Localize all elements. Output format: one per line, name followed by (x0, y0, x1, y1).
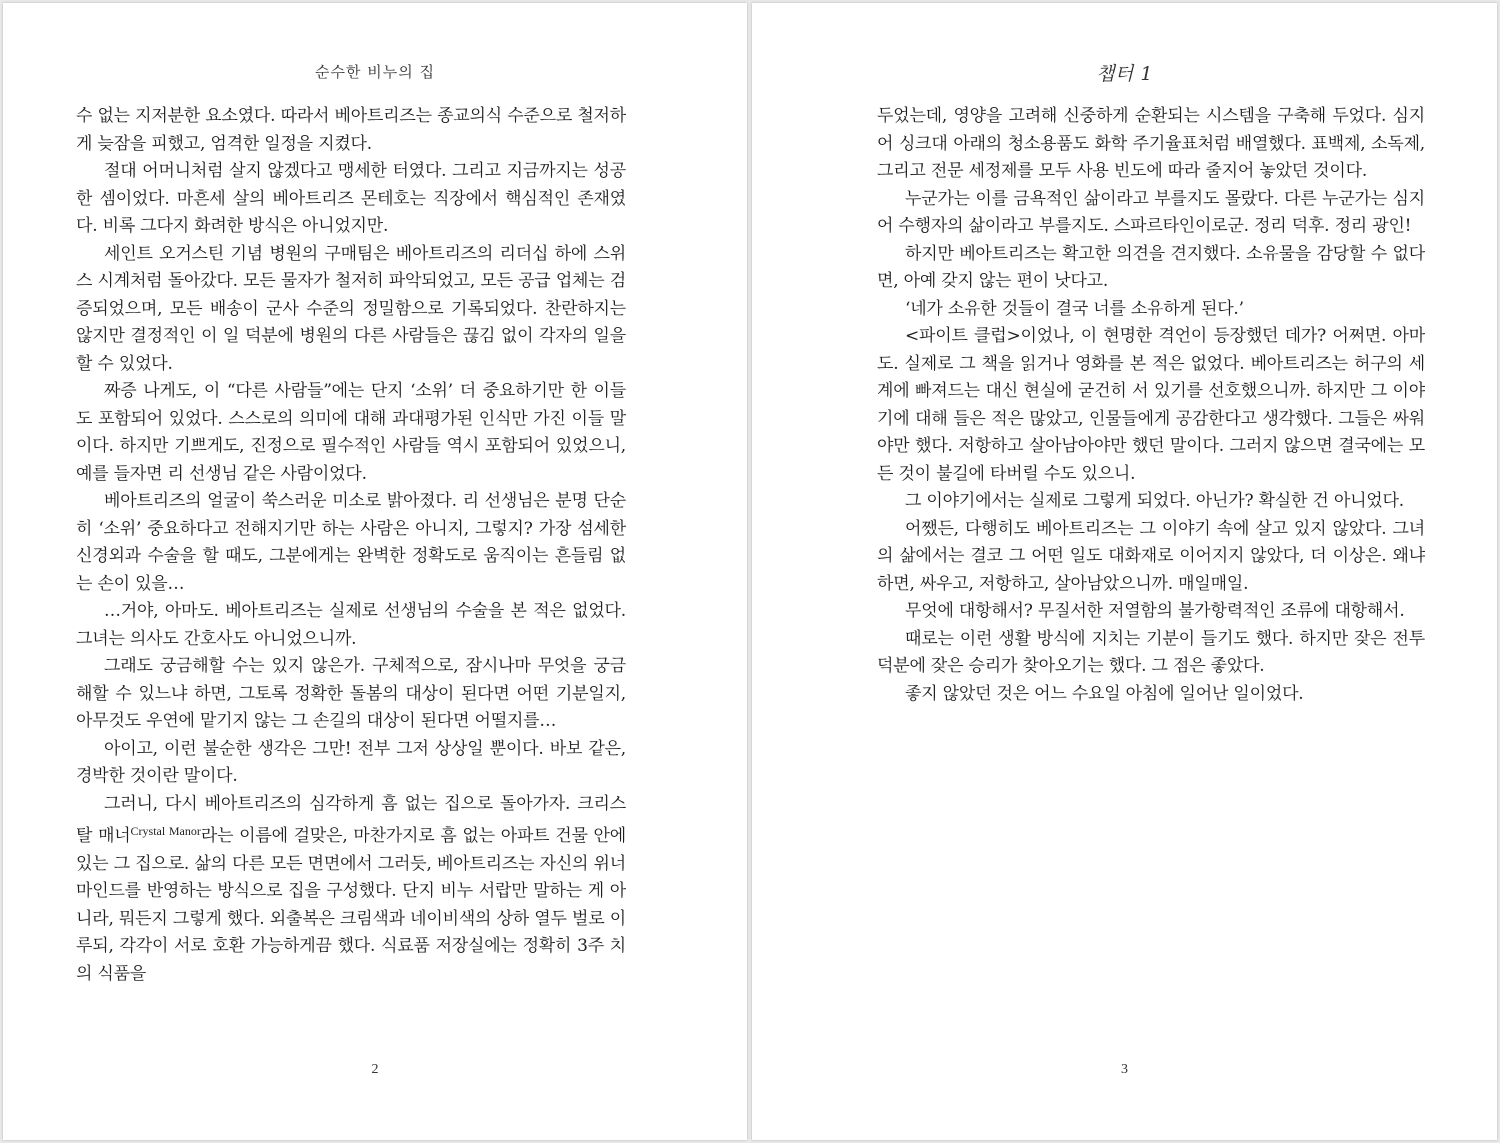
paragraph: 누군가는 이를 금욕적인 삶이라고 부를지도 몰랐다. 다른 누군가는 심지어 수행자의 삶이라고 부를지도. 스파르타인이로군. 정리 덕후. 정리 광인! (877, 188, 1425, 236)
paragraph: 그 이야기에서는 실제로 그렇게 되었다. 아닌가? 확실한 건 아니었다. (905, 491, 1404, 511)
page-number: 3 (1121, 1062, 1128, 1077)
paragraph: 하지만 베아트리즈는 확고한 의견을 견지했다. 소유물을 감당할 수 없다면, 아예 갖지 않는 편이 낫다고. (877, 243, 1425, 291)
paragraph: 그래도 궁금해할 수는 있지 않은가. 구체적으로, 잠시나마 무엇을 궁금해할 수 있느냐 하면, 그토록 정확한 돌봄의 대상이 된다면 어떤 기분일지, 아무것도 우연에 맡기지 않는 그 손길의 대상이 된다면 어떨지를… (76, 656, 626, 731)
paragraph: 좋지 않았던 것은 어느 수요일 아침에 일어난 일이었다. (905, 683, 1304, 704)
paragraph: 어쨌든, 다행히도 베아트리즈는 그 이야기 속에 살고 있지 않았다. 그녀의 삶에서는 결코 그 어떤 일도 대화재로 이어지지 않았다, 더 이상은. 왜냐하면, 싸우고, 저항하고, 살아남았으니까. 매일매일. (877, 518, 1425, 594)
paragraph (76, 791, 626, 989)
paragraph: 두었는데, 영양을 고려해 신중하게 순환되는 시스템을 구축해 두었다. 심지어 싱크대 아래의 청소용품도 화학 주기율표처럼 배열했다. 표백제, 소독제, 그리고 전문 세정제를 모두 사용 빈도에 따라 줄지어 놓았던 것이다. (877, 106, 1425, 181)
running-head-chapter: 챕터 1 (1096, 63, 1153, 85)
right-page (752, 3, 1497, 1140)
paragraph: 무엇에 대항해서? 무질서한 저열함의 불가항력적인 조류에 대항해서. (905, 601, 1405, 621)
paragraph: 때로는 이런 생활 방식에 지치는 기분이 들기도 했다. 하지만 잦은 전투 덕분에 잦은 승리가 찾아오기는 했다. 그 점은 좋았다. (877, 628, 1425, 676)
left-page-body (76, 103, 626, 988)
paragraph: …거야, 아마도. 베아트리즈는 실제로 선생님의 수술을 본 적은 없었다. 그녀는 의사도 간호사도 아니었으니까. (76, 601, 626, 649)
paragraph: 세인트 오거스틴 기념 병원의 구매팀은 베아트리즈의 리더십 하에 스위스 시계처럼 돌아갔다. 모든 물자가 철저히 파악되었고, 모든 공급 업체는 검증되었으며, 모든 배송이 군사 수준의 정밀함으로 기록되었다. 찬란하지는 않지만 결정적인 이 일 덕분에 병원의 다른 사람들은 끊김 없이 각자의 일을 할 수 있었다. (76, 243, 626, 374)
paragraph-text: 라는 이름에 걸맞은, 마찬가지로 흠 없는 아파트 건물 안에 있는 그 집으로. 삶의 다른 모든 면면에서 그러듯, 베아트리즈는 자신의 위너 마인드를 반영하는 방식으로 집을 구성했다. 단지 비누 서랍만 말하는 게 아니라, 뭐든지 그렇게 했다. 외출복은 크림색과 네이비색의 상하 열두 벌로 이루되, 각각이 서로 호환 가능하게끔 했다. 식료품 저장실에는 정확히 3주 치의 식품을 (76, 826, 626, 984)
superscript-gloss: Crystal Manor (130, 824, 201, 838)
paragraph: 아이고, 이런 불순한 생각은 그만! 전부 그저 상상일 뿐이다. 바보 같은, 경박한 것이란 말이다. (76, 738, 626, 786)
paragraph: <파이트 클럽>이었나, 이 현명한 격언이 등장했던 데가? 어쩌면. 아마도. 실제로 그 책을 읽거나 영화를 본 적은 없었다. 베아트리즈는 허구의 세계에 빠져드는 대신 현실에 굳건히 서 있기를 선호했으니까. 하지만 그 이야기에 대해 들은 적은 많았고, 인물들에게 공감한다고 생각했다. 그들은 싸워야만 했다. 저항하고 살아남아야만 했던 말이다. 그러지 않으면 결국에는 모든 것이 불길에 타버릴 수도 있으니. (877, 326, 1425, 484)
left-page (3, 3, 747, 1140)
paragraph: 수 없는 지저분한 요소였다. 따라서 베아트리즈는 종교의식 수준으로 철저하게 늦잠을 피했고, 엄격한 일정을 지켰다. (76, 106, 626, 154)
paragraph: 짜증 나게도, 이 “다른 사람들”에는 단지 ‘소위’ 더 중요하기만 한 이들도 포함되어 있었다. 스스로의 의미에 대해 과대평가된 인식만 가진 이들 말이다. 하지만 기쁘게도, 진정으로 필수적인 사람들 역시 포함되어 있었으니, 예를 들자면 리 선생님 같은 사람이었다. (76, 381, 626, 484)
paragraph: 베아트리즈의 얼굴이 쑥스러운 미소로 밝아졌다. 리 선생님은 분명 단순히 ‘소위’ 중요하다고 전해지기만 하는 사람은 아니지, 그렇지? 가장 섬세한 신경외과 수술을 할 때도, 그분에게는 완벽한 정확도로 움직이는 흔들림 없는 손이 있을… (76, 491, 626, 594)
page-number: 2 (371, 1062, 379, 1077)
right-page-body (877, 103, 1425, 708)
paragraph: 절대 어머니처럼 살지 않겠다고 맹세한 터였다. 그리고 지금까지는 성공한 셈이었다. 마흔세 살의 베아트리즈 몬테호는 직장에서 핵심적인 존재였다. 비록 그다지 화려한 방식은 아니었지만. (76, 161, 626, 236)
running-head-title: 순수한 비누의 집 (315, 63, 435, 81)
paragraph: ‘네가 소유한 것들이 결국 너를 소유하게 된다.’ (905, 298, 1244, 319)
paragraph-text: 그러니, 다시 베아트리즈의 심각하게 흠 없는 집으로 돌아가자. 크리스탈 매너 (76, 793, 626, 846)
